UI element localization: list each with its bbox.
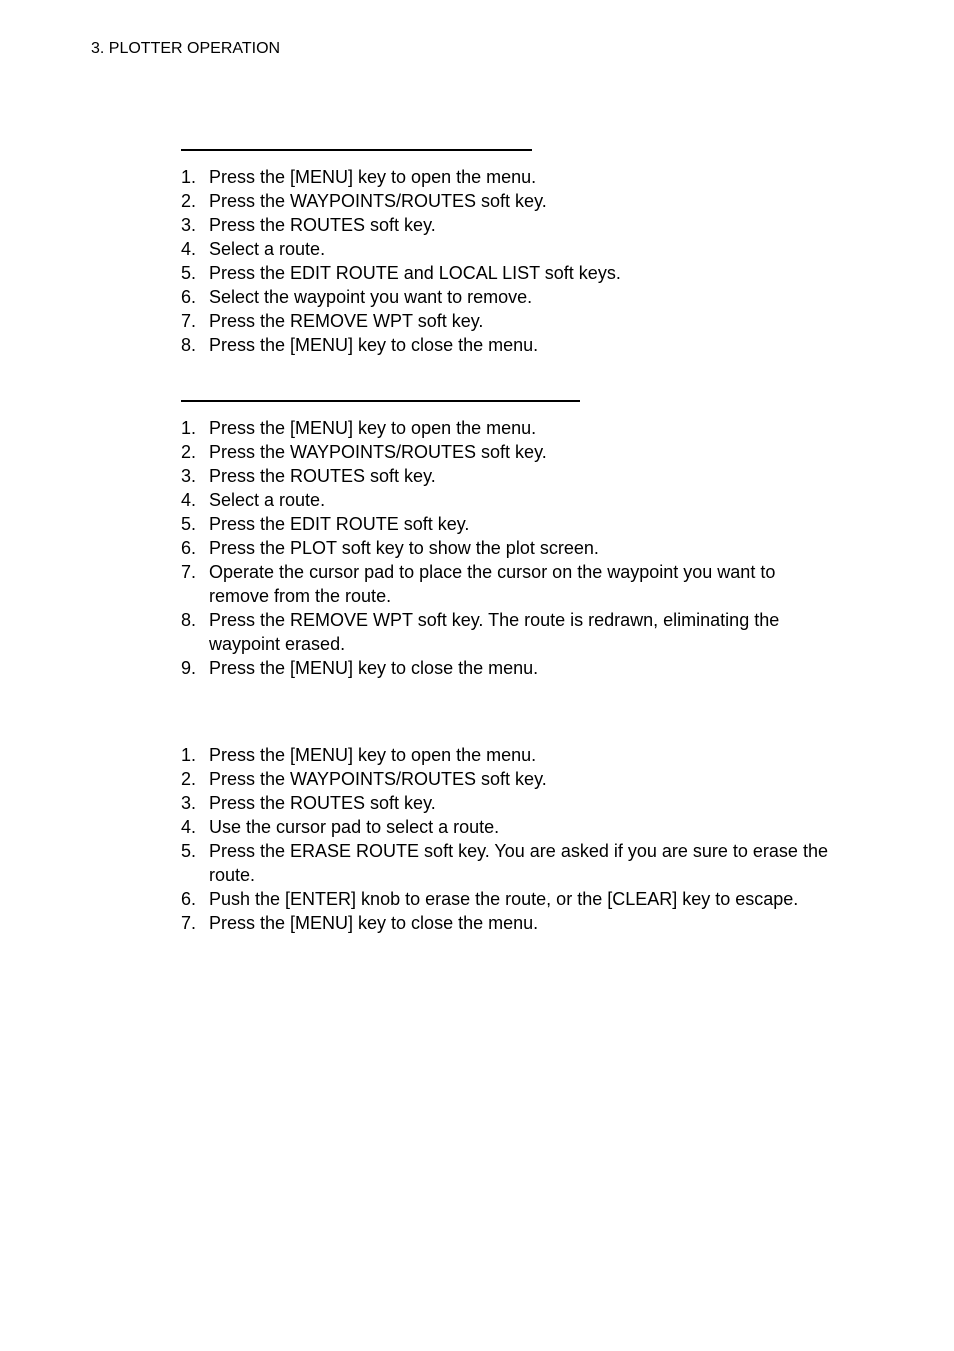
running-header: 3. PLOTTER OPERATION — [91, 40, 281, 57]
step-number: 6. — [181, 538, 197, 558]
step-number: 7. — [181, 913, 197, 933]
step-number: 8. — [181, 335, 197, 355]
step-number: 6. — [181, 889, 197, 909]
step-text: Select the waypoint you want to remove. — [209, 287, 533, 307]
list-item — [181, 536, 831, 560]
step-text: Press the [MENU] key to close the menu. — [209, 913, 539, 933]
step-number: 2. — [181, 191, 197, 211]
step-number: 5. — [181, 263, 197, 283]
step-text: Press the ROUTES soft key. — [209, 793, 436, 813]
list-item — [181, 815, 831, 839]
step-number: 4. — [181, 239, 197, 259]
step-text: Press the EDIT ROUTE soft key. — [209, 514, 470, 534]
procedure-remove-waypoint-list — [181, 149, 831, 357]
step-text: Operate the cursor pad to place the cursor on the waypoint you want to remove from the route. — [209, 562, 776, 606]
procedure-remove-waypoint-plot — [181, 400, 831, 680]
step-text: Press the WAYPOINTS/ROUTES soft key. — [209, 442, 547, 462]
step-number: 6. — [181, 287, 197, 307]
list-item — [181, 488, 831, 512]
list-item — [181, 512, 831, 536]
step-number: 5. — [181, 841, 197, 861]
list-item — [181, 165, 831, 189]
step-number: 4. — [181, 490, 197, 510]
heading-rule — [181, 149, 532, 151]
step-text: Press the [MENU] key to close the menu. — [209, 335, 539, 355]
step-list — [181, 165, 831, 357]
step-number: 1. — [181, 418, 197, 438]
step-number: 1. — [181, 167, 197, 187]
list-item — [181, 261, 831, 285]
step-text: Press the WAYPOINTS/ROUTES soft key. — [209, 191, 547, 211]
step-text: Press the ROUTES soft key. — [209, 215, 436, 235]
list-item — [181, 791, 831, 815]
step-text: Press the ROUTES soft key. — [209, 466, 436, 486]
list-item — [181, 560, 831, 608]
list-item — [181, 213, 831, 237]
step-text: Press the [MENU] key to open the menu. — [209, 745, 537, 765]
list-item — [181, 464, 831, 488]
list-item — [181, 767, 831, 791]
list-item — [181, 608, 831, 656]
step-number: 7. — [181, 562, 197, 582]
step-text: Press the REMOVE WPT soft key. — [209, 311, 484, 331]
list-item — [181, 309, 831, 333]
step-text: Press the PLOT soft key to show the plot screen. — [209, 538, 599, 558]
list-item — [181, 440, 831, 464]
step-text: Press the WAYPOINTS/ROUTES soft key. — [209, 769, 547, 789]
step-number: 1. — [181, 745, 197, 765]
step-text: Select a route. — [209, 490, 326, 510]
step-text: Press the ERASE ROUTE soft key. You are asked if you are sure to erase the route. — [209, 841, 828, 885]
step-number: 3. — [181, 793, 197, 813]
step-text: Use the cursor pad to select a route. — [209, 817, 500, 837]
step-text: Press the REMOVE WPT soft key. The route is redrawn, eliminating the waypoint erased. — [209, 610, 780, 654]
step-number: 2. — [181, 442, 197, 462]
step-number: 9. — [181, 658, 197, 678]
step-text: Press the [MENU] key to open the menu. — [209, 167, 537, 187]
step-number: 7. — [181, 311, 197, 331]
step-text: Select a route. — [209, 239, 326, 259]
list-item — [181, 237, 831, 261]
heading-rule — [181, 400, 580, 402]
step-text: Push the [ENTER] knob to erase the route, or the [CLEAR] key to escape. — [209, 889, 799, 909]
list-item — [181, 285, 831, 309]
step-number: 8. — [181, 610, 197, 630]
step-number: 3. — [181, 466, 197, 486]
list-item — [181, 839, 831, 887]
step-text: Press the EDIT ROUTE and LOCAL LIST soft keys. — [209, 263, 621, 283]
step-text: Press the [MENU] key to open the menu. — [209, 418, 537, 438]
list-item — [181, 743, 831, 767]
procedure-erase-route — [181, 743, 831, 935]
list-item — [181, 416, 831, 440]
list-item — [181, 333, 831, 357]
list-item — [181, 887, 831, 911]
step-text: Press the [MENU] key to close the menu. — [209, 658, 539, 678]
step-number: 3. — [181, 215, 197, 235]
step-list — [181, 416, 831, 680]
step-list — [181, 743, 831, 935]
step-number: 4. — [181, 817, 197, 837]
list-item — [181, 911, 831, 935]
step-number: 2. — [181, 769, 197, 789]
step-number: 5. — [181, 514, 197, 534]
list-item — [181, 656, 831, 680]
list-item — [181, 189, 831, 213]
